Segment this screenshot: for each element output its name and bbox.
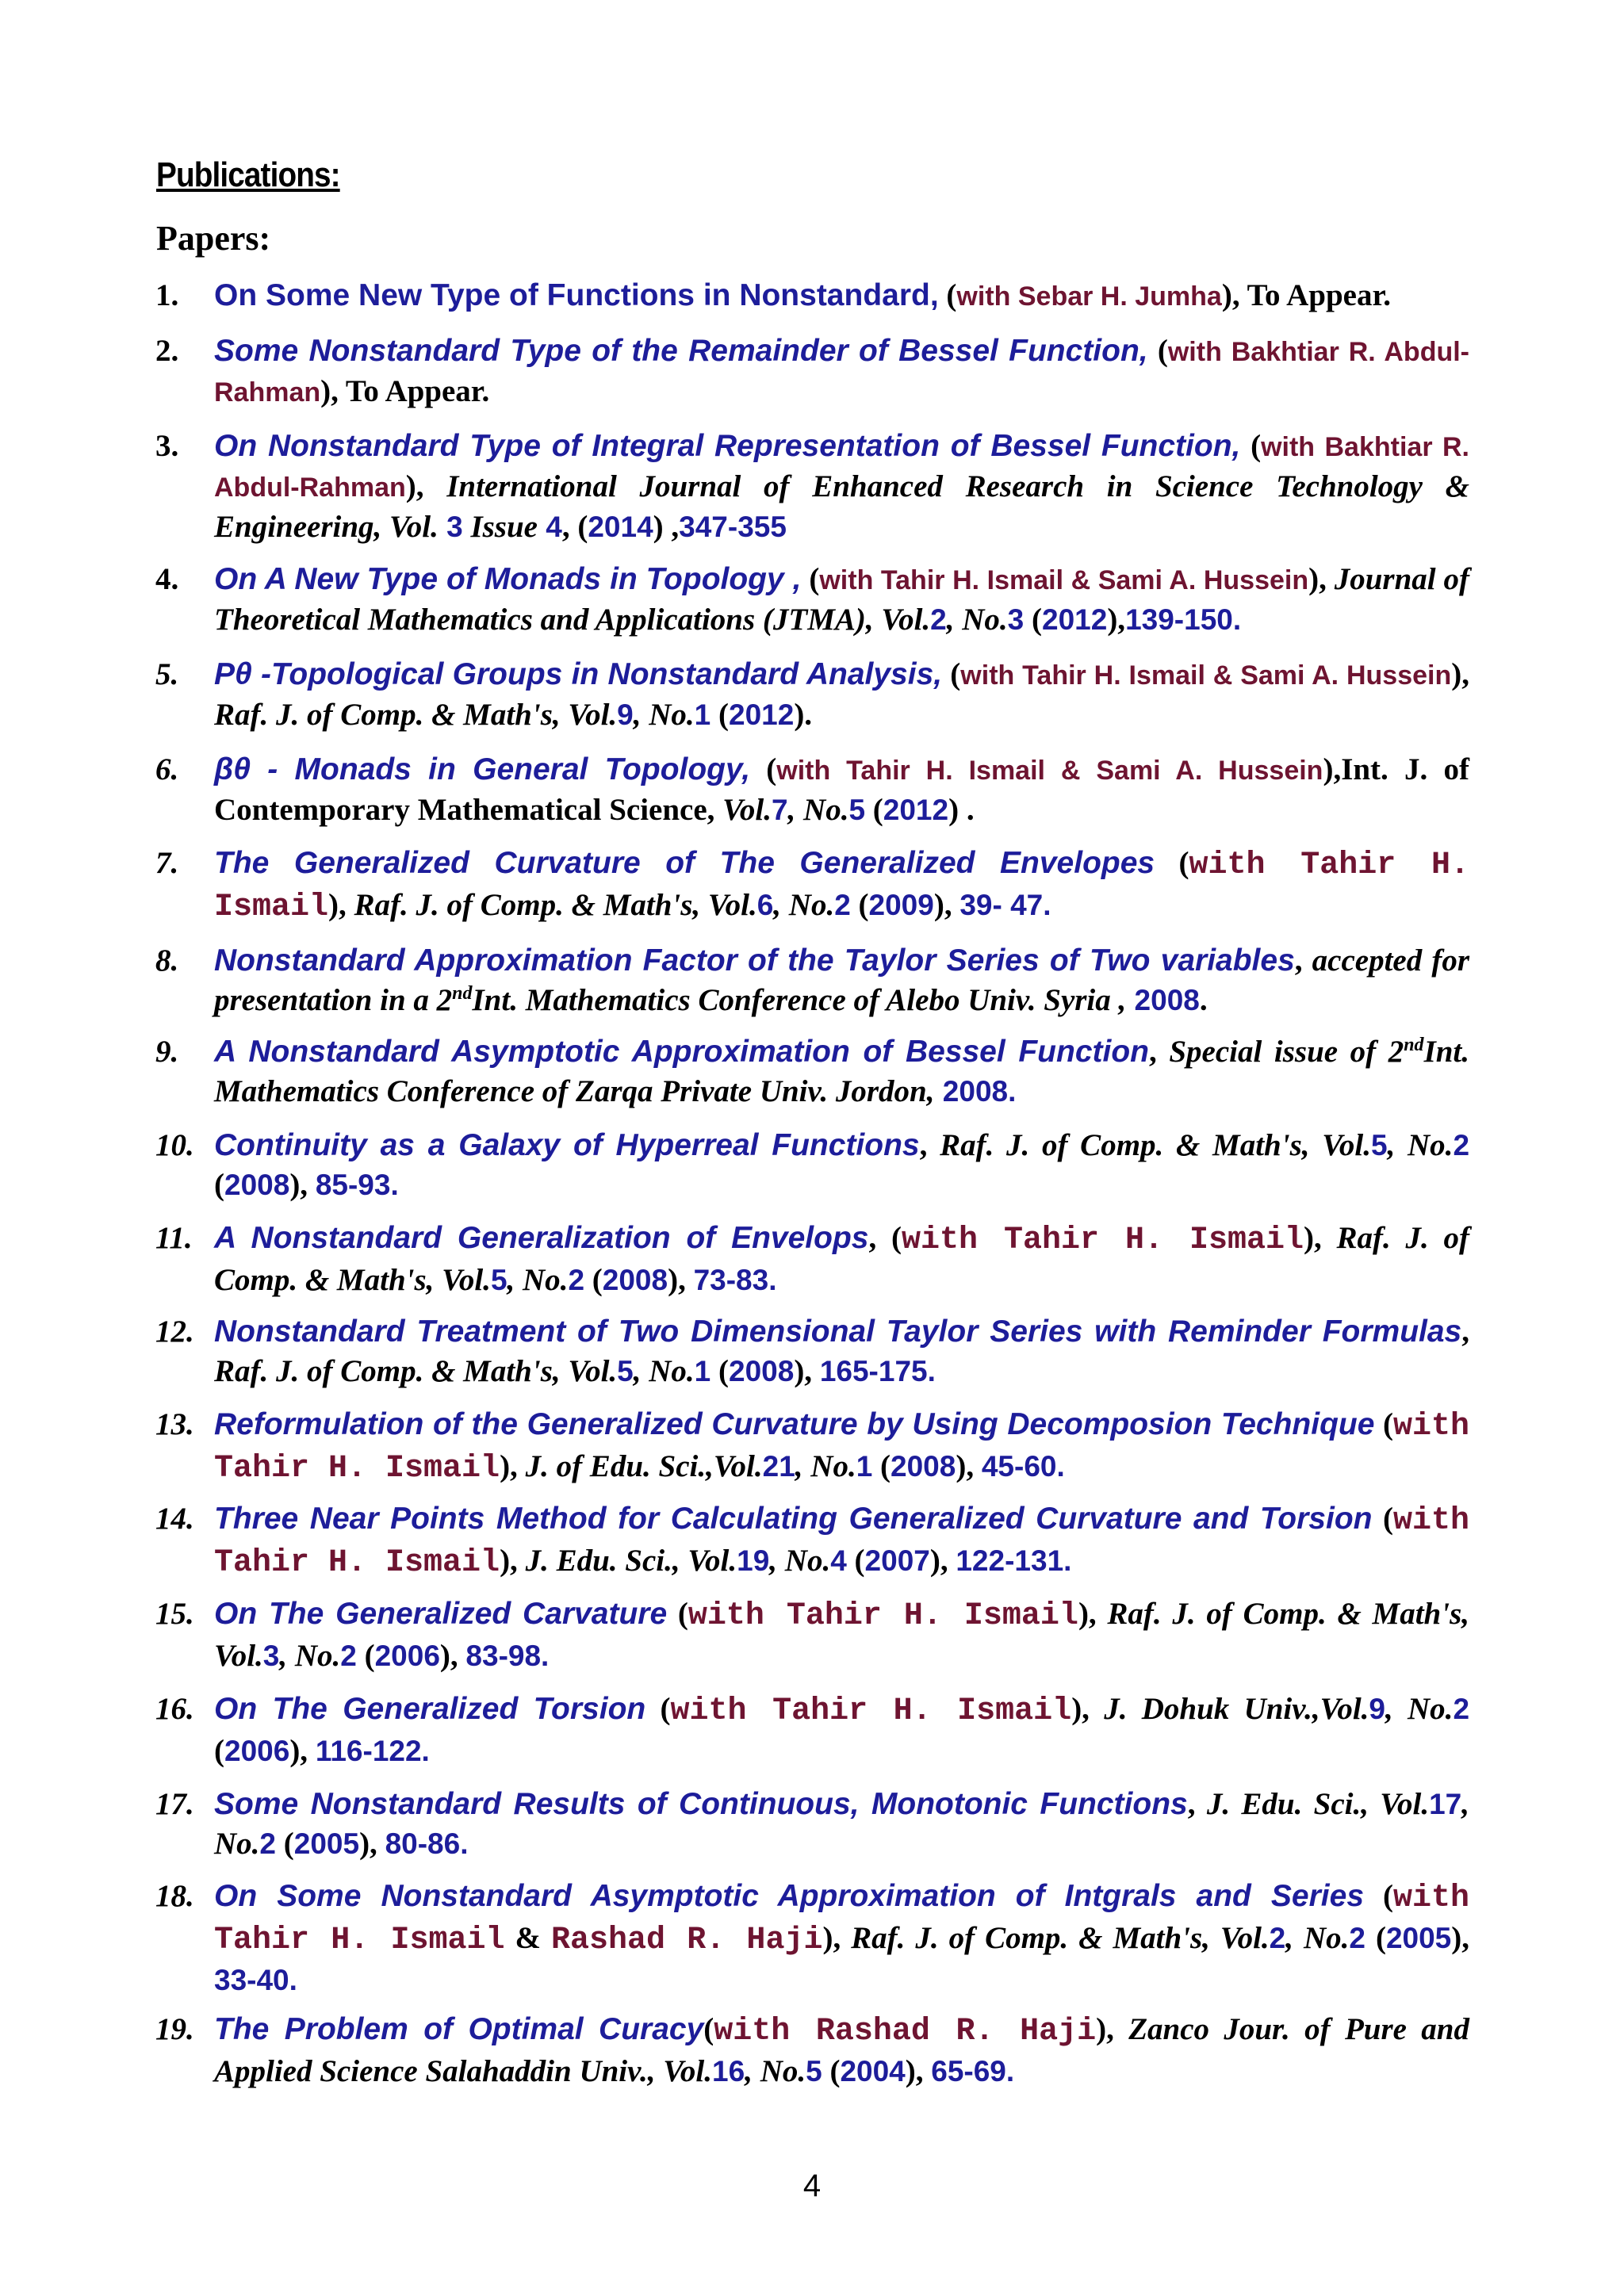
- year: 2005: [1385, 1922, 1452, 1954]
- coauthors: with Tahir H. Ismail: [214, 1503, 1469, 1581]
- number: 2: [340, 1640, 357, 1672]
- punct: (: [1155, 846, 1189, 880]
- punct: ),: [1451, 1921, 1469, 1955]
- item-number: 16.: [155, 1692, 194, 1726]
- item-number: 1.: [155, 278, 179, 312]
- publication-item: [155, 1877, 1469, 2000]
- punct: ),: [905, 2054, 932, 2088]
- punct: ),: [439, 1639, 466, 1673]
- pages: 139-150.: [1125, 603, 1242, 636]
- paper-title: Some Nonstandard Type of the Remainder of Bessel Function,: [214, 334, 1148, 368]
- coauthors: with Tahir H. Ismail: [214, 1881, 1469, 1958]
- coauthors: with Tahir H. Ismail: [214, 1409, 1469, 1487]
- item-number: 4.: [155, 562, 179, 596]
- paper-title: βθ - Monads in General Topology,: [214, 752, 751, 786]
- pages: 73-83.: [693, 1264, 777, 1296]
- volume: 5: [490, 1264, 508, 1296]
- punct: ),: [500, 1544, 526, 1578]
- paper-title: A Nonstandard Generalization of Envelops: [214, 1221, 869, 1255]
- pages: 122-131.: [956, 1544, 1072, 1577]
- journal: Raf. J. of Comp. & Math's, Vol.: [214, 1354, 618, 1388]
- item-number: 3.: [155, 429, 179, 463]
- page-number: 4: [802, 2168, 822, 2203]
- no-label: , No.: [773, 888, 835, 922]
- publication-item: [155, 427, 1469, 547]
- coauthors: with Rashad R. Haji: [714, 2014, 1097, 2049]
- punct: (: [356, 1639, 375, 1673]
- paper-title: Pθ -Topological Groups in Nonstandard Analysis,: [214, 657, 943, 691]
- punct: (: [645, 1692, 671, 1726]
- punct: ),: [405, 469, 447, 503]
- no-label: , No.: [946, 603, 1008, 637]
- volume: 7: [771, 794, 788, 826]
- punct: ,: [919, 1128, 940, 1162]
- publication-item: [155, 941, 1470, 1020]
- punct: (: [214, 1168, 224, 1202]
- punct: (: [703, 2012, 714, 2046]
- volume: 2: [930, 603, 947, 636]
- punct: (: [710, 1354, 729, 1388]
- punct: ),: [1107, 603, 1126, 637]
- journal: Raf. J. of Comp. & Math's, Vol.: [214, 1221, 1469, 1297]
- status-text: ), To Appear.: [1221, 278, 1391, 312]
- year: 2008: [602, 1264, 668, 1296]
- punct: (: [1365, 1921, 1386, 1955]
- punct: ),: [956, 1449, 982, 1483]
- punct: ),: [794, 1354, 820, 1388]
- item-number: 10.: [155, 1128, 194, 1162]
- no-label: , No.: [279, 1639, 341, 1673]
- punct: ),: [1096, 2012, 1129, 2046]
- coauthors: with Tahir H. Ismail & Sami A. Hussein: [960, 660, 1452, 691]
- journal: Journal of Theoretical Mathematics and Applications (JTMA), Vol.: [214, 562, 1469, 637]
- item-number: 5.: [155, 657, 179, 691]
- year: 2006: [374, 1640, 440, 1672]
- pages: 85-93.: [315, 1169, 399, 1201]
- paper-title: The Problem of Optimal Curacy: [214, 2012, 704, 2046]
- item-number: 18.: [155, 1879, 194, 1913]
- volume: 9: [1369, 1693, 1385, 1725]
- paper-title: Three Near Points Method for Calculating Generalized Curvature and Torsion: [214, 1502, 1373, 1536]
- punct: (: [865, 793, 883, 827]
- volume: 16: [712, 2055, 745, 2087]
- publication-item: [155, 1499, 1469, 1583]
- year: 2008.: [934, 1075, 1017, 1108]
- number: 5: [806, 2055, 822, 2087]
- journal: Vol.: [722, 793, 772, 827]
- issue-label: Issue: [462, 510, 538, 544]
- punct: ),: [359, 1827, 385, 1861]
- publication-item: [155, 276, 1469, 316]
- punct: (: [850, 888, 869, 922]
- punct: , (: [561, 510, 588, 544]
- year: 2006: [224, 1735, 290, 1767]
- volume: 9: [617, 698, 634, 731]
- journal: J. Edu. Sci., Vol.: [525, 1544, 737, 1578]
- journal: International Journal of Enhanced Research in Science Technology & Engineering, Vol.: [214, 469, 1469, 544]
- punct: (: [872, 1449, 891, 1483]
- pages: 65-69.: [931, 2055, 1015, 2087]
- volume: 6: [756, 889, 774, 921]
- volume: 17: [1429, 1788, 1462, 1820]
- number: 1: [856, 1450, 873, 1483]
- item-number: 8.: [155, 943, 179, 978]
- publication-item: [155, 844, 1469, 928]
- volume: 2: [1269, 1922, 1286, 1954]
- punct: ),: [933, 888, 960, 922]
- number: 2: [1453, 1693, 1470, 1725]
- punct: ),: [328, 888, 354, 922]
- coauthors: with Sebar H. Jumha: [956, 281, 1222, 312]
- journal: Int. Mathematics Conference of Alebo Univ. Syria ,: [472, 983, 1127, 1017]
- pages: 83-98.: [465, 1640, 550, 1672]
- year: 2009: [868, 889, 934, 921]
- no-label: , No.: [787, 793, 849, 827]
- no-label: , No.: [633, 1354, 695, 1388]
- coauthors: with Bakhtiar R. Abdul-Rahman: [214, 432, 1469, 503]
- punct: ) .: [948, 793, 975, 827]
- year: 2014: [588, 511, 653, 543]
- punct: ),: [289, 1734, 316, 1768]
- journal: Int. Mathematics Conference of Zarqa Private Univ. Jordon,: [214, 1035, 1470, 1108]
- volume: 3: [262, 1640, 280, 1672]
- number: 2: [1453, 1129, 1470, 1161]
- coauthors: with Tahir H. Ismail: [214, 848, 1469, 925]
- punct: ).: [794, 698, 813, 732]
- publication-item: [155, 1785, 1469, 1864]
- issue: 4: [537, 511, 562, 543]
- number: 2: [1349, 1922, 1365, 1954]
- year: 2012: [729, 698, 795, 731]
- journal: Raf. J. of Comp. & Math's, Vol.: [214, 698, 618, 732]
- volume: 21: [762, 1450, 795, 1483]
- status-text: ), To Appear.: [320, 374, 490, 408]
- pages: 45-60.: [981, 1450, 1065, 1483]
- publication-item: [155, 1219, 1469, 1300]
- publication-item: [155, 750, 1469, 830]
- item-number: 7.: [155, 846, 179, 880]
- punct: (: [1364, 1879, 1393, 1913]
- year: 2008: [224, 1169, 290, 1201]
- paper-title: On The Generalized Carvature: [214, 1597, 668, 1631]
- volume: 3: [438, 511, 463, 543]
- punct: ),: [1071, 1692, 1105, 1726]
- journal: Raf. J. of Comp. & Math's, Vol.: [851, 1921, 1270, 1955]
- journal: Raf. J. of Comp. & Math's, Vol.: [354, 888, 757, 922]
- journal: Raf. J. of Comp. & Math's, Vol.: [940, 1128, 1371, 1162]
- journal: J. Edu. Sci., Vol.: [1206, 1787, 1430, 1821]
- year: 2008: [729, 1355, 795, 1387]
- item-number: 12.: [155, 1314, 194, 1349]
- item-number: 19.: [155, 2012, 194, 2046]
- no-label: , No.: [745, 2054, 806, 2088]
- publication-item: [155, 655, 1469, 735]
- punct: (: [1372, 1502, 1393, 1536]
- punct: ,: [1149, 1035, 1170, 1069]
- punct: (: [1147, 334, 1168, 368]
- item-number: 9.: [155, 1035, 179, 1069]
- punct: ,: [1187, 1787, 1207, 1821]
- punct: (: [584, 1263, 603, 1297]
- pages: 39- 47.: [959, 889, 1051, 921]
- item-number: 2.: [155, 334, 179, 368]
- paper-title: On Some New Type of Functions in Nonstandard,: [214, 278, 939, 312]
- punct: ) ,: [653, 510, 680, 544]
- publication-item: [155, 1032, 1470, 1112]
- paper-title: A Nonstandard Asymptotic Approximation of Bessel Function: [214, 1035, 1149, 1069]
- punct: (: [276, 1827, 294, 1861]
- journal: Special issue of 2: [1169, 1035, 1404, 1069]
- coauthors: with Tahir H. Ismail & Sami A. Hussein: [819, 565, 1309, 595]
- punct: (: [214, 1734, 224, 1768]
- punct: (: [667, 1597, 688, 1631]
- journal: accepted for presentation in a 2: [214, 943, 1470, 1017]
- number: 5: [848, 794, 866, 826]
- journal: Zanco Jour. of Pure and Applied Science Salahaddin Univ., Vol.: [214, 2012, 1469, 2088]
- number: 2: [834, 889, 851, 921]
- volume: 5: [617, 1355, 634, 1387]
- section-heading: Publications:: [156, 155, 340, 194]
- year: 2005: [293, 1827, 360, 1860]
- punct: ),: [929, 1544, 956, 1578]
- punct: ),: [1308, 562, 1335, 596]
- punct: ),: [500, 1449, 526, 1483]
- no-label: , No.: [633, 698, 695, 732]
- punct: ),: [1078, 1597, 1108, 1631]
- punct: ),: [289, 1168, 316, 1202]
- no-label: , No.: [507, 1263, 569, 1297]
- punct: (: [938, 278, 957, 312]
- punct: (: [1240, 429, 1262, 463]
- superscript: nd: [452, 983, 473, 1004]
- coauthors: with Tahir H. Ismail: [901, 1223, 1304, 1258]
- sub-heading: Papers:: [156, 219, 271, 258]
- paper-title: The Generalized Curvature of The Generalized Envelopes: [214, 846, 1155, 880]
- publication-item: [155, 1689, 1470, 1771]
- item-number: 11.: [155, 1221, 193, 1255]
- punct: (: [710, 698, 729, 732]
- no-label: , No.: [795, 1449, 856, 1483]
- volume: 5: [1370, 1129, 1388, 1161]
- no-label: , No.: [769, 1544, 831, 1578]
- item-number: 14.: [155, 1502, 194, 1536]
- year: 2008: [891, 1450, 956, 1483]
- coauthors: Rashad R. Haji: [550, 1923, 823, 1958]
- coauthors: with Tahir H. Ismail: [688, 1598, 1078, 1634]
- punct: ),: [1304, 1221, 1337, 1255]
- coauthors: with Tahir H. Ismail: [670, 1693, 1072, 1729]
- publication-item: [155, 1312, 1469, 1391]
- pages: 116-122.: [315, 1735, 430, 1767]
- publication-item: [155, 1126, 1470, 1205]
- number: 2: [259, 1827, 276, 1860]
- year: 2008: [1126, 984, 1200, 1016]
- paper-title: Reformulation of the Generalized Curvature by Using Decomposion Technique: [214, 1407, 1375, 1441]
- item-number: 17.: [155, 1787, 194, 1821]
- punct: (: [942, 657, 961, 691]
- punct: ),: [1451, 657, 1469, 691]
- pages: 165-175.: [819, 1355, 936, 1387]
- number: 1: [694, 698, 711, 731]
- year: 2007: [864, 1544, 930, 1577]
- volume: 19: [737, 1544, 770, 1577]
- journal: J. of Edu. Sci.,Vol.: [525, 1449, 763, 1483]
- punct: ),: [668, 1263, 694, 1297]
- pages: 347-355: [679, 511, 787, 543]
- punct: .: [1199, 983, 1208, 1017]
- journal: Raf. J. of Comp. & Math's, Vol.: [214, 1597, 1469, 1673]
- paper-title: Nonstandard Approximation Factor of the Taylor Series of Two variables: [214, 943, 1295, 978]
- number: 2: [568, 1264, 585, 1296]
- journal-plain: ),Int. J. of Contemporary Mathematical Science,: [214, 752, 1469, 827]
- publication-item: [155, 560, 1469, 640]
- punct: (: [801, 562, 820, 596]
- number: 1: [694, 1355, 711, 1387]
- pages: 80-86.: [385, 1827, 469, 1860]
- superscript: nd: [1404, 1035, 1424, 1055]
- coauthors: with Tahir H. Ismail & Sami A. Hussein: [776, 756, 1323, 786]
- journal: J. Dohuk Univ.,Vol.: [1104, 1692, 1369, 1726]
- no-label: , No.: [1385, 1692, 1454, 1726]
- coauthors: with Bakhtiar R. Abdul-Rahman: [214, 337, 1470, 408]
- punct: (: [822, 2054, 841, 2088]
- punct: &: [504, 1921, 551, 1955]
- paper-title: Some Nonstandard Results of Continuous, Monotonic Functions: [214, 1787, 1188, 1821]
- no-label: , No.: [1387, 1128, 1454, 1162]
- publication-item: [155, 2010, 1469, 2091]
- paper-title: On Some Nonstandard Asymptotic Approximation of Intgrals and Series: [214, 1879, 1365, 1913]
- paper-title: Continuity as a Galaxy of Hyperreal Functions: [214, 1128, 920, 1162]
- year: 2012: [1042, 603, 1108, 636]
- pages: 33-40.: [214, 1964, 297, 1996]
- number: 4: [830, 1544, 847, 1577]
- item-number: 13.: [155, 1407, 194, 1441]
- paper-title: Nonstandard Treatment of Two Dimensional Taylor Series with Reminder Formulas: [214, 1314, 1462, 1349]
- paper-title: On A New Type of Monads in Topology ,: [214, 562, 802, 596]
- punct: , (: [868, 1221, 902, 1255]
- paper-title: On The Generalized Torsion: [214, 1692, 646, 1726]
- number: 3: [1007, 603, 1025, 636]
- item-number: 15.: [155, 1597, 194, 1631]
- punct: (: [846, 1544, 865, 1578]
- punct: (: [750, 752, 777, 786]
- punct: ,: [1294, 943, 1312, 978]
- publication-item: [155, 1594, 1469, 1676]
- punct: ,: [1461, 1314, 1469, 1349]
- year: 2012: [883, 794, 949, 826]
- paper-title: On Nonstandard Type of Integral Representation of Bessel Function,: [214, 429, 1241, 463]
- punct: ),: [822, 1921, 852, 1955]
- publication-item: [155, 331, 1470, 412]
- publication-item: [155, 1405, 1469, 1489]
- no-label: , No.: [214, 1787, 1469, 1861]
- no-label: , No.: [1285, 1921, 1350, 1955]
- item-number: 6.: [155, 752, 179, 786]
- punct: (: [1024, 603, 1042, 637]
- year: 2004: [840, 2055, 906, 2087]
- punct: (: [1374, 1407, 1393, 1441]
